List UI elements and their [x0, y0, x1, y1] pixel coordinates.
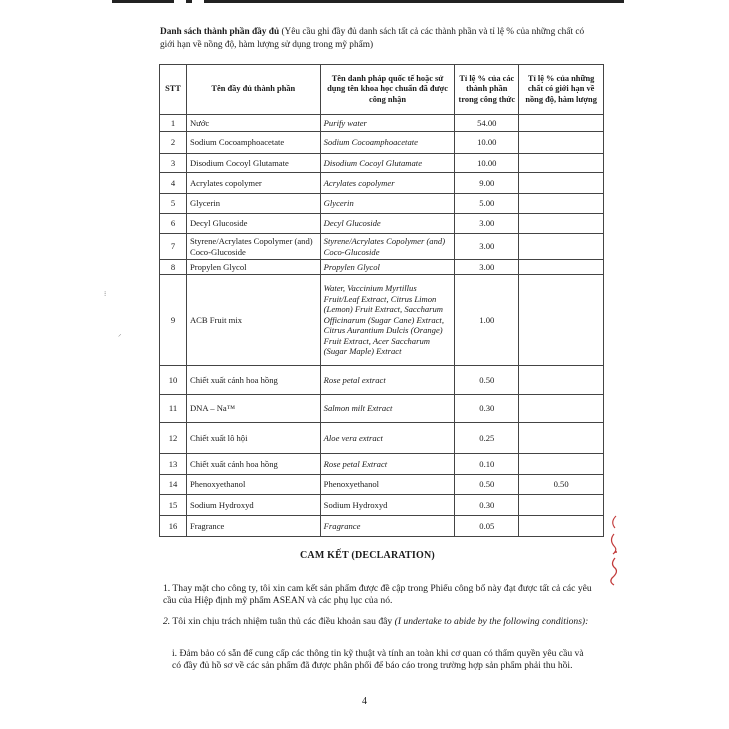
header-sci: Tên danh pháp quốc tế hoặc sử dụng tên khoa học chuẩn đã được công nhận — [320, 65, 455, 115]
cell-name: Chiết xuất cánh hoa hồng — [186, 454, 320, 475]
cell-stt: 14 — [160, 475, 187, 495]
cell-pct: 3.00 — [455, 234, 519, 260]
table-row — [160, 495, 604, 516]
cell-stt: 13 — [160, 454, 187, 475]
cell-stt: 3 — [160, 154, 187, 173]
cell-sci: Glycerin — [320, 194, 455, 214]
cell-name: Propylen Glycol — [186, 260, 320, 275]
declaration-item-2-text: Tôi xin chịu trách nhiệm tuân thủ các điều khoản sau đây — [170, 616, 395, 627]
table-row — [160, 194, 604, 214]
cell-sci: Rose petal extract — [320, 366, 455, 395]
cell-limit: 0.50 — [519, 475, 604, 495]
cell-pct: 9.00 — [455, 173, 519, 194]
cell-sci: Disodium Cocoyl Glutamate — [320, 154, 455, 173]
cell-stt: 11 — [160, 395, 187, 423]
top-border-mid — [186, 0, 192, 3]
intro-text: (Yêu cầu ghi đầy đủ danh sách tất cả các thành phần và tỉ lệ % của những chất có giới hạn về nồng độ, hàm lượng sử dụng trong mỹ phẩm) — [160, 27, 585, 50]
cell-pct: 0.25 — [455, 423, 519, 454]
table-row — [160, 260, 604, 275]
cell-sci: Salmon milt Extract — [320, 395, 455, 423]
cell-stt: 1 — [160, 115, 187, 132]
cell-pct: 10.00 — [455, 132, 519, 154]
cell-name: Glycerin — [186, 194, 320, 214]
cell-pct: 0.10 — [455, 454, 519, 475]
table-row — [160, 475, 604, 495]
cell-name: Chiết xuất lô hội — [186, 423, 320, 454]
intro-paragraph — [160, 26, 600, 52]
table-row — [160, 132, 604, 154]
cell-pct: 10.00 — [455, 154, 519, 173]
cell-limit — [519, 154, 604, 173]
cell-name: Fragrance — [186, 516, 320, 537]
cell-pct: 0.30 — [455, 395, 519, 423]
cell-sci: Decyl Glucoside — [320, 214, 455, 234]
cell-stt: 16 — [160, 516, 187, 537]
cell-name: Styrene/Acrylates Copolymer (and) Coco-Glucoside — [186, 234, 320, 260]
table-row — [160, 454, 604, 475]
page-number: 4 — [362, 696, 367, 707]
cell-name: Sodium Cocoamphoacetate — [186, 132, 320, 154]
cell-sci: Phenoxyethanol — [320, 475, 455, 495]
cell-name: ACB Fruit mix — [186, 275, 320, 366]
header-stt: STT — [160, 65, 187, 115]
cell-limit — [519, 234, 604, 260]
cell-pct: 3.00 — [455, 260, 519, 275]
cell-sci: Acrylates copolymer — [320, 173, 455, 194]
cell-sci: Fragrance — [320, 516, 455, 537]
cell-limit — [519, 115, 604, 132]
cell-stt: 5 — [160, 194, 187, 214]
cell-stt: 2 — [160, 132, 187, 154]
cell-name: Nước — [186, 115, 320, 132]
cell-pct: 0.05 — [455, 516, 519, 537]
cell-pct: 1.00 — [455, 275, 519, 366]
cell-name: Disodium Cocoyl Glutamate — [186, 154, 320, 173]
cell-limit — [519, 395, 604, 423]
cell-limit — [519, 173, 604, 194]
cell-pct: 0.50 — [455, 366, 519, 395]
cell-limit — [519, 260, 604, 275]
cell-pct: 5.00 — [455, 194, 519, 214]
table-row — [160, 366, 604, 395]
cell-limit — [519, 516, 604, 537]
margin-mark: ⁝ — [104, 290, 107, 298]
cell-pct: 54.00 — [455, 115, 519, 132]
declaration-item-2-english: (I undertake to abide by the following conditions): — [394, 616, 589, 627]
table-row — [160, 115, 604, 132]
table-row — [160, 395, 604, 423]
declaration-title: CAM KẾT (DECLARATION) — [300, 550, 435, 561]
intro-heading: Danh sách thành phần đầy đủ — [160, 27, 280, 37]
header-limit: Tỉ lệ % của những chất có giới hạn về nồng độ, hàm lượng — [519, 65, 604, 115]
cell-pct: 0.50 — [455, 475, 519, 495]
cell-limit — [519, 194, 604, 214]
cell-sci: Styrene/Acrylates Copolymer (and) Coco-Glucoside — [320, 234, 455, 260]
table-row — [160, 214, 604, 234]
cell-stt: 15 — [160, 495, 187, 516]
red-stamp-fragment — [606, 512, 620, 587]
cell-sci: Purify water — [320, 115, 455, 132]
cell-stt: 7 — [160, 234, 187, 260]
cell-limit — [519, 275, 604, 366]
cell-name: DNA – Na™ — [186, 395, 320, 423]
cell-limit — [519, 495, 604, 516]
cell-stt: 10 — [160, 366, 187, 395]
cell-sci: Propylen Glycol — [320, 260, 455, 275]
cell-pct: 0.30 — [455, 495, 519, 516]
header-name: Tên đầy đủ thành phần — [186, 65, 320, 115]
ingredients-table — [159, 64, 604, 537]
cell-stt: 6 — [160, 214, 187, 234]
declaration-item-1: 1. Thay mặt cho công ty, tôi xin cam kết sản phẩm được đề cập trong Phiếu công bố này đạt được tất cả các yêu cầu của Hiệp định mỹ phẩm ASEAN và các phụ lục của nó. — [163, 583, 592, 606]
table-header-row — [160, 65, 604, 115]
cell-name: Sodium Hydroxyd — [186, 495, 320, 516]
table-row — [160, 516, 604, 537]
declaration-item-2-number: 2. — [163, 616, 171, 627]
table-row — [160, 275, 604, 366]
table-row — [160, 423, 604, 454]
cell-stt: 8 — [160, 260, 187, 275]
cell-sci: Sodium Hydroxyd — [320, 495, 455, 516]
cell-limit — [519, 214, 604, 234]
declaration-item-2 — [163, 616, 593, 628]
cell-sci: Water, Vaccinium Myrtillus Fruit/Leaf Extract, Citrus Limon (Lemon) Fruit Extract, Saccharum Officinarum (Sugar Cane) Extract, Citrus Aurantium Dulcis (Orange) Fruit Extract, Acer Saccharum (Sugar Maple) Extract — [320, 275, 455, 366]
cell-sci: Rose petal Extract — [320, 454, 455, 475]
table-row — [160, 173, 604, 194]
cell-limit — [519, 366, 604, 395]
cell-pct: 3.00 — [455, 214, 519, 234]
margin-mark: ⸝ — [118, 330, 122, 338]
cell-limit — [519, 132, 604, 154]
cell-limit — [519, 454, 604, 475]
cell-sci: Sodium Cocoamphoacetate — [320, 132, 455, 154]
cell-name: Phenoxyethanol — [186, 475, 320, 495]
table-row — [160, 154, 604, 173]
cell-stt: 4 — [160, 173, 187, 194]
header-pct: Tỉ lệ % của các thành phần trong công thức — [455, 65, 519, 115]
cell-name: Chiết xuất cánh hoa hồng — [186, 366, 320, 395]
cell-stt: 12 — [160, 423, 187, 454]
cell-limit — [519, 423, 604, 454]
cell-stt: 9 — [160, 275, 187, 366]
cell-sci: Aloe vera extract — [320, 423, 455, 454]
top-border-right — [204, 0, 624, 3]
cell-name: Decyl Glucoside — [186, 214, 320, 234]
declaration-item-i: i. Đảm bảo có sẵn để cung cấp các thông tin kỹ thuật và tính an toàn khi cơ quan có thẩm quyền yêu cầu và có đầy đủ hồ sơ về các sản phẩm đã được phân phối để báo cáo trong trường hợp sản phẩm phải thu hồi. — [172, 648, 584, 671]
table-row — [160, 234, 604, 260]
cell-name: Acrylates copolymer — [186, 173, 320, 194]
top-border-left — [112, 0, 174, 3]
